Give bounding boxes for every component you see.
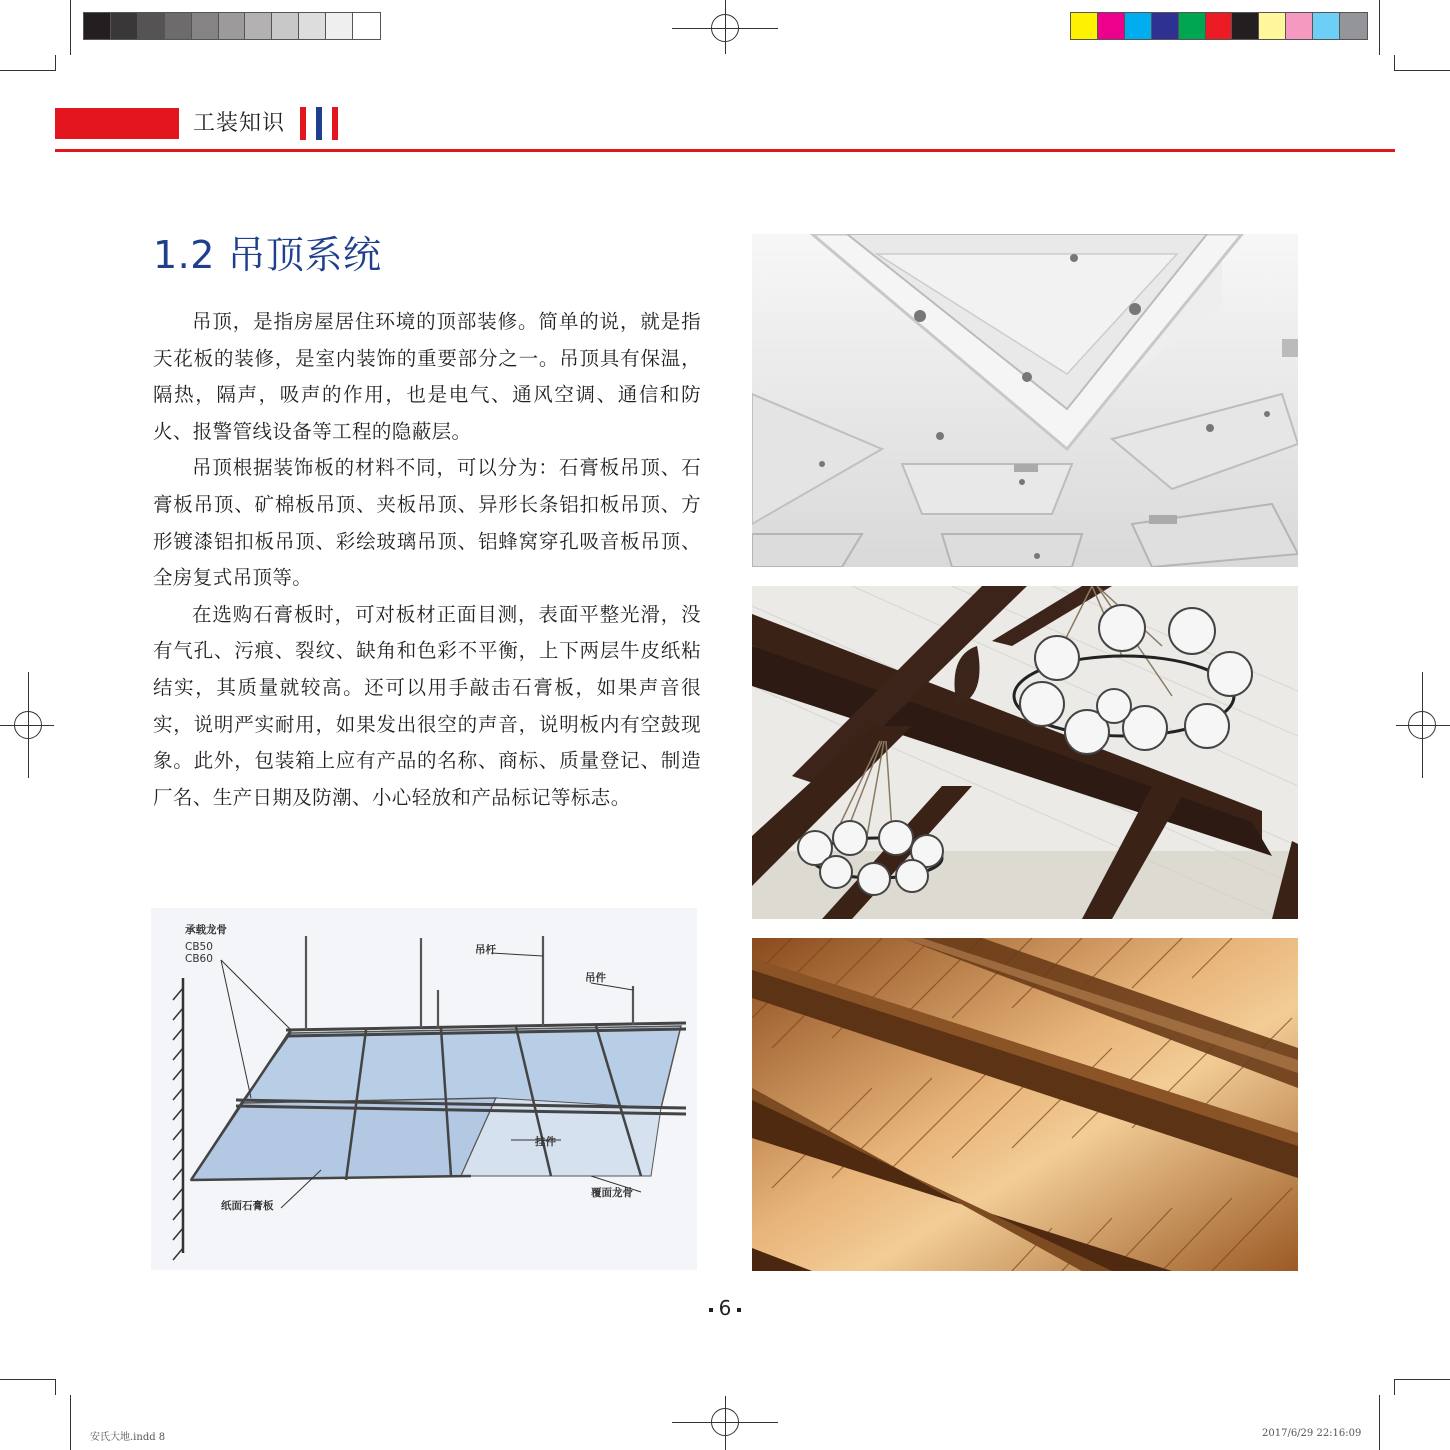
section-title: 1.2 吊顶系统 <box>153 233 382 277</box>
photo-white-coffered-ceiling <box>752 234 1298 567</box>
ceiling-structure-diagram <box>151 908 697 1270</box>
paragraph: 在选购石膏板时，可对板材正面目测，表面平整光滑，没有气孔、污痕、裂纹、缺角和色彩不平衡，上下两层牛皮纸粘结实，其质量就较高。还可以用手敲击石膏板，如果声音很实，说明严实耐用，如果发出很空的声音，说明板内有空鼓现象。此外，包装箱上应有产品的名称、商标、质量登记、制造厂名、生产日期及防潮、小心轻放和产品标记等标志。 <box>153 602 701 809</box>
label-connector: 挂件 <box>535 1136 556 1148</box>
gray-swatch <box>353 13 380 39</box>
gray-swatch-bar <box>83 12 381 40</box>
paragraph: 吊顶，是指房屋居住环境的顶部装修。简单的说，就是指天花板的装修，是室内装饰的重要部分之一。吊顶具有保温，隔热，隔声，吸声的作用，也是电气、通风空调、通信和防火、报警管线设备等工程的隐蔽层。 <box>153 310 701 443</box>
label-hanger: 吊件 <box>585 972 606 984</box>
color-swatch <box>1340 13 1367 39</box>
color-swatch <box>1313 13 1340 39</box>
color-swatch <box>1152 13 1179 39</box>
label-main-keel-spec1: CB50 <box>185 941 213 953</box>
gray-swatch <box>245 13 272 39</box>
color-swatch <box>1098 13 1125 39</box>
paragraph: 吊顶根据装饰板的材料不同，可以分为：石膏板吊顶、石膏板吊顶、矿棉板吊顶、夹板吊顶、异形长条铝扣板吊顶、方形镀漆铝扣板吊顶、彩绘玻璃吊顶、铝蜂窝穿孔吸音板吊顶、全房复式吊顶等。 <box>153 456 701 590</box>
photo-wood-plank-ceiling <box>752 938 1298 1271</box>
label-main-keel-spec2: CB60 <box>185 953 213 965</box>
label-main-keel: 承载龙骨 <box>185 924 227 936</box>
slug-filename: 安氏大地.indd 8 <box>90 1432 166 1443</box>
color-swatch <box>1259 13 1286 39</box>
page-number-value: 6 <box>718 1296 732 1320</box>
label-board: 纸面石膏板 <box>221 1200 274 1212</box>
label-cover-keel: 覆面龙骨 <box>591 1187 633 1199</box>
gray-swatch <box>219 13 246 39</box>
color-swatch-bar <box>1070 12 1368 40</box>
gray-swatch <box>138 13 165 39</box>
color-swatch <box>1232 13 1259 39</box>
gray-swatch <box>299 13 326 39</box>
header-red-bar <box>55 108 179 139</box>
color-swatch <box>1071 13 1098 39</box>
header-rule <box>55 149 1395 152</box>
slug-datetime: 2017/6/29 22:16:09 <box>1262 1428 1362 1439</box>
gray-swatch <box>326 13 353 39</box>
gray-swatch <box>272 13 299 39</box>
header-section-label: 工装知识 <box>193 111 286 136</box>
color-swatch <box>1125 13 1152 39</box>
page-number <box>690 1296 760 1320</box>
color-swatch <box>1286 13 1313 39</box>
color-swatch <box>1206 13 1233 39</box>
gray-swatch <box>165 13 192 39</box>
gray-swatch <box>111 13 138 39</box>
color-swatch <box>1179 13 1206 39</box>
body-text <box>153 304 701 816</box>
gray-swatch <box>192 13 219 39</box>
photo-wooden-beam-ceiling <box>752 586 1298 919</box>
label-rod: 吊杆 <box>475 944 496 956</box>
gray-swatch <box>84 13 111 39</box>
